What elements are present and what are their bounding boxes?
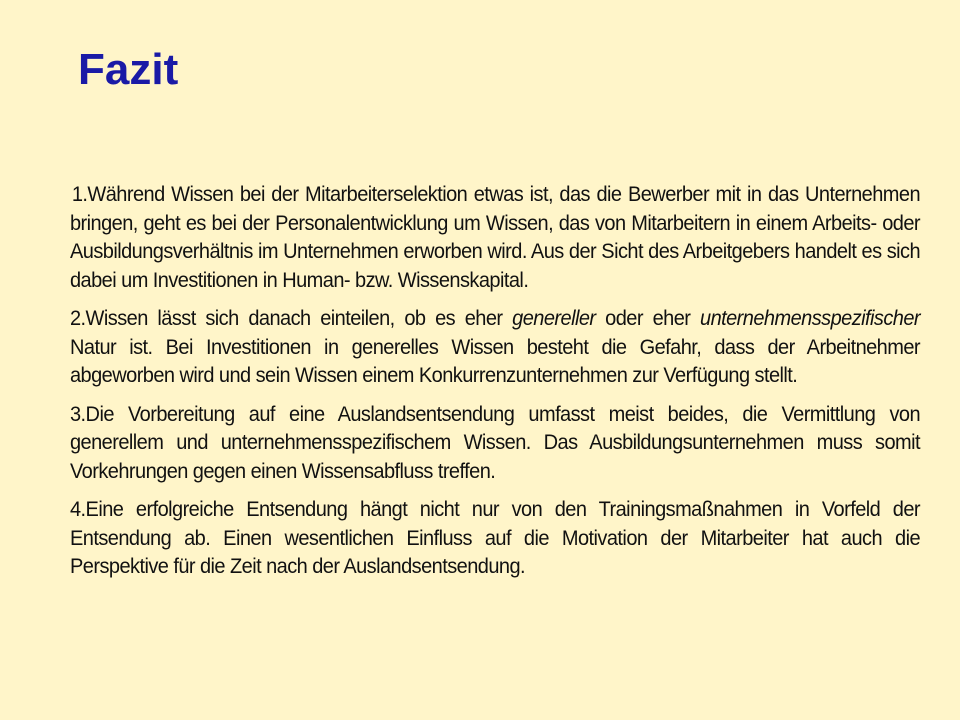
paragraph-2-italic-generell: genereller bbox=[512, 306, 596, 330]
paragraph-1-text: 1.Während Wissen bei der Mitarbeiterselektion etwas ist, das die Bewerber mit in das Unternehmen bringen, geht es bei der Personalentwicklung um Wissen, das von Mitarbeitern in einem Arbeits- oder Ausbildungsverhältnis im Unternehmen erworben wird. Aus der Sicht des Arbeitgebers handelt es sich dabei um Investitionen in Human- bzw. Wissenskapital. bbox=[70, 182, 921, 292]
paragraph-4 bbox=[70, 495, 920, 581]
slide-content bbox=[70, 180, 921, 591]
slide-content-inner bbox=[70, 180, 920, 581]
paragraph-2-italic-spezifisch: unternehmensspezifischer bbox=[700, 306, 921, 330]
paragraph-2-text-c: Natur ist. Bei Investitionen in generelles Wissen besteht die Gefahr, dass der Arbeitnehmer abgeworben wird und sein Wissen einem Konkurrenzunternehmen zur Verfügung stellt. bbox=[70, 334, 921, 387]
paragraph-3 bbox=[70, 400, 920, 486]
paragraph-2-text-b: oder eher bbox=[595, 306, 701, 330]
paragraph-2 bbox=[70, 304, 920, 390]
paragraph-4-text: 4.Eine erfolgreiche Entsendung hängt nicht nur von den Trainingsmaßnahmen in Vorfeld der Entsendung ab. Einen wesentlichen Einfluss auf die Motivation der Mitarbeiter hat auch die Perspektive für die Zeit nach der Auslandsentsendung. bbox=[70, 497, 921, 578]
slide-title: Fazit bbox=[78, 45, 179, 94]
paragraph-2-text-a: 2.Wissen lässt sich danach einteilen, ob es eher bbox=[70, 306, 513, 330]
paragraph-1 bbox=[70, 180, 920, 294]
paragraph-3-text: 3.Die Vorbereitung auf eine Auslandsentsendung umfasst meist beides, die Vermittlung von generellem und unternehmensspezifischem Wissen. Das Ausbildungsunternehmen muss somit Vorkehrungen gegen einen Wissensabfluss treffen. bbox=[70, 401, 921, 483]
